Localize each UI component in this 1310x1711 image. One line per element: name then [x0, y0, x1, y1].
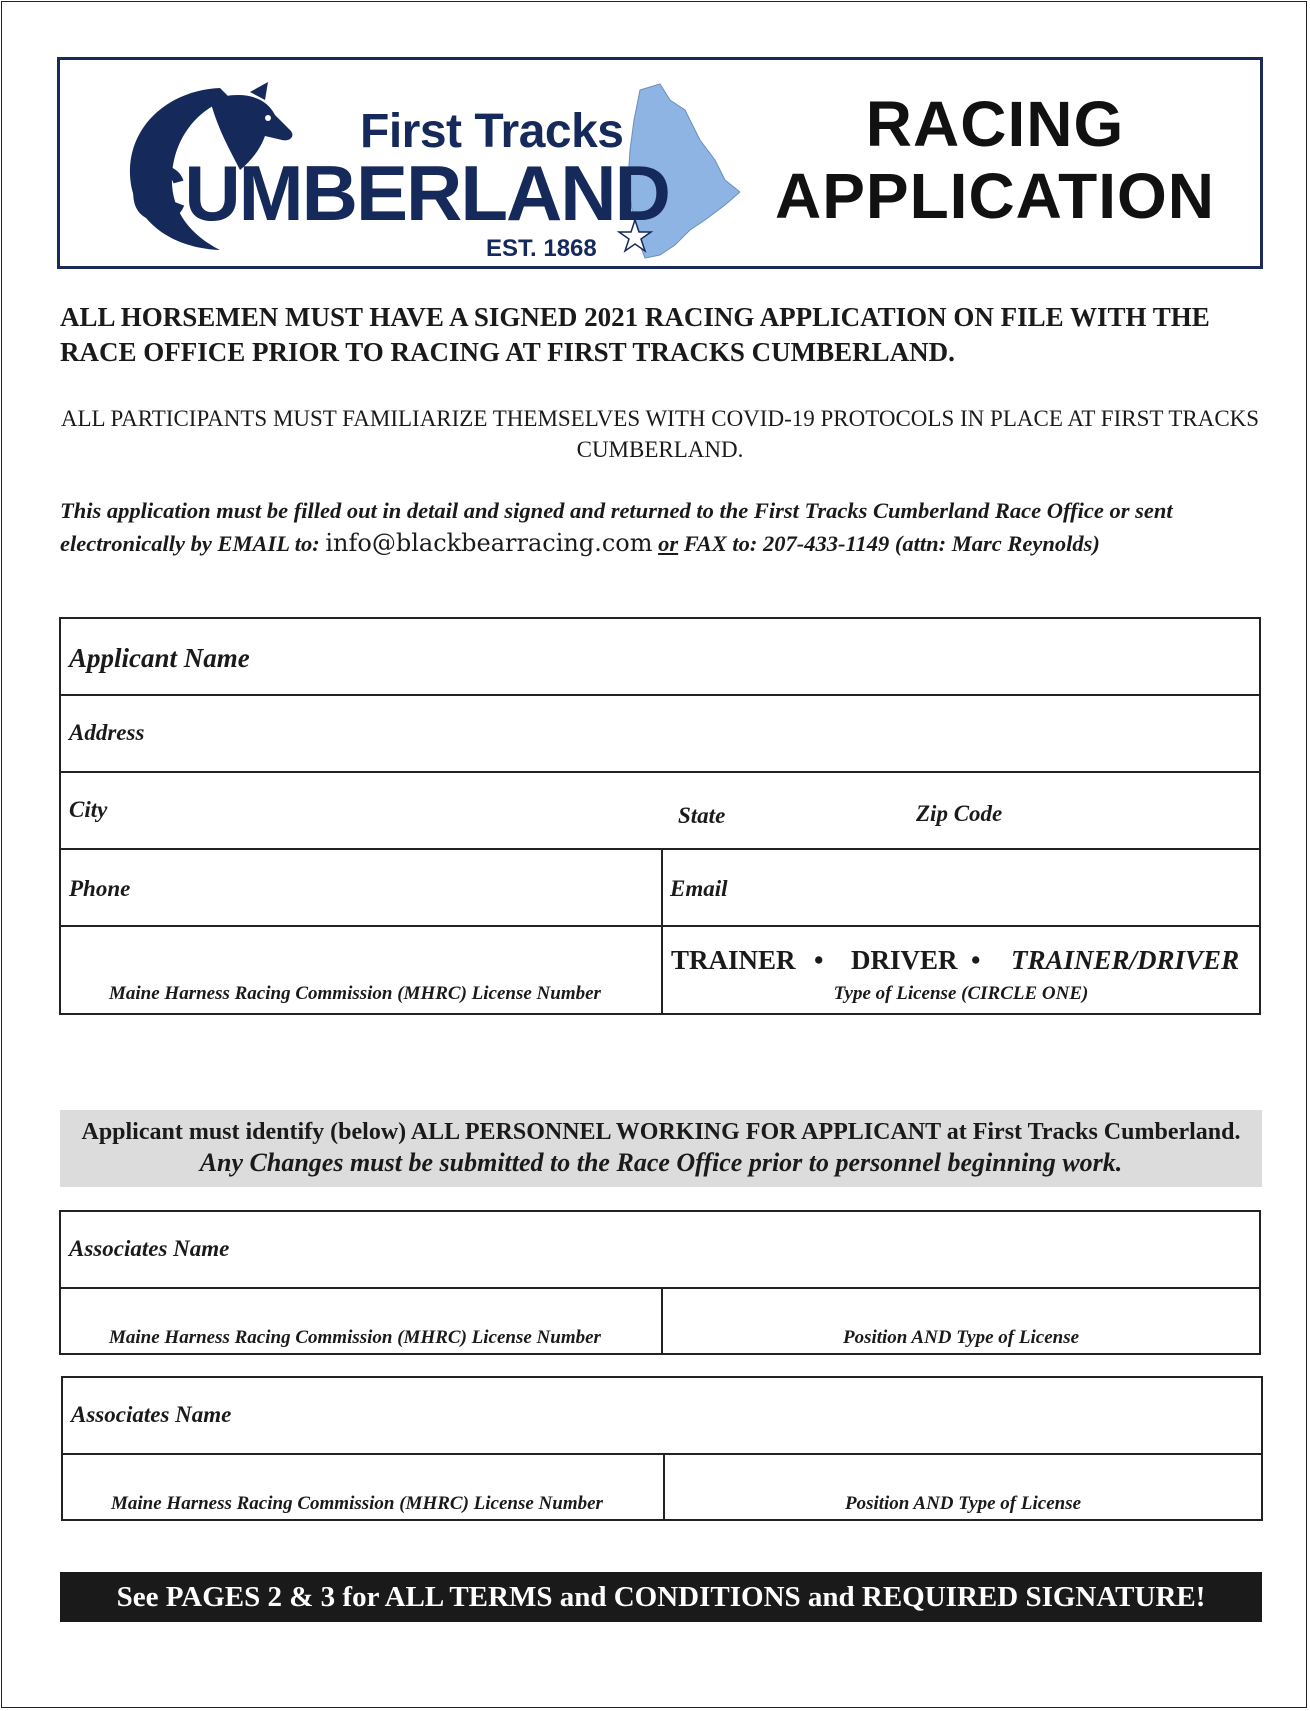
city-state-zip-row[interactable] [61, 773, 1259, 850]
personnel-line-1: Applicant must identify (below) ALL PERSONNEL WORKING FOR APPLICANT at First Tracks Cumberland. [81, 1119, 1241, 1145]
applicant-name-label: Applicant Name [69, 643, 250, 673]
address-field[interactable] [61, 696, 1259, 773]
logo-first-tracks-text: First Tracks [360, 105, 624, 158]
license-option-driver[interactable]: DRIVER [851, 945, 958, 975]
associate-block-1 [59, 1210, 1261, 1355]
associate-name-field[interactable] [63, 1378, 1261, 1455]
applicant-form [59, 617, 1261, 1015]
associate-block-2 [61, 1376, 1263, 1521]
bullet-separator: • [814, 945, 824, 975]
zip-code-label: Zip Code [916, 801, 1003, 826]
state-label: State [678, 803, 726, 828]
email-label[interactable]: Email [670, 876, 728, 901]
license-option-trainer-driver[interactable]: TRAINER/DRIVER [1011, 945, 1240, 975]
associate-license-label[interactable]: Maine Harness Racing Commission (MHRC) License Number [109, 1327, 601, 1348]
submit-email-link[interactable]: info@blackbearracing.com [325, 529, 653, 557]
license-row [61, 927, 1259, 1013]
personnel-instructions-band [60, 1110, 1262, 1187]
phone-email-row [61, 850, 1259, 927]
associate-position-label[interactable]: Position AND Type of License [842, 1327, 1080, 1348]
header-box [57, 57, 1263, 269]
bullet-separator: • [971, 945, 981, 975]
associate-name-label: Associates Name [71, 1402, 232, 1427]
associate-license-row [61, 1289, 1259, 1353]
covid-notice: ALL PARTICIPANTS MUST FAMILIARIZE THEMSELVES WITH COVID-19 PROTOCOLS IN PLACE AT FIRST TRACKS CUMBERLAND. [60, 406, 1260, 462]
mhrc-license-number-label[interactable]: Maine Harness Racing Commission (MHRC) License Number [109, 983, 601, 1004]
first-tracks-cumberland-logo [100, 70, 740, 260]
associate-name-label: Associates Name [69, 1236, 230, 1261]
phone-label[interactable]: Phone [69, 876, 131, 901]
column-divider [661, 850, 663, 925]
logo-cumberland-text: CUMBERLAND [130, 149, 669, 237]
submit-prefix: This application must be filled out in detail and signed and returned to the First Tracks Cumberland Race Office or sent electronically by EMAIL to: [60, 498, 1173, 556]
associate-license-row [63, 1455, 1261, 1519]
submit-or: or [658, 531, 679, 556]
applicant-name-field[interactable] [61, 619, 1259, 696]
associate-license-label[interactable]: Maine Harness Racing Commission (MHRC) License Number [111, 1493, 603, 1514]
city-label: City [69, 797, 108, 822]
title-line-2: APPLICATION [774, 160, 1216, 232]
submission-instructions [60, 494, 1270, 560]
page-title [740, 88, 1250, 232]
personnel-line-2: Any Changes must be submitted to the Race Office prior to personnel beginning work. [199, 1148, 1123, 1177]
signed-application-notice: ALL HORSEMEN MUST HAVE A SIGNED 2021 RACING APPLICATION ON FILE WITH THE RACE OFFICE PRIOR TO RACING AT FIRST TRACKS CUMBERLAND. [60, 302, 1210, 367]
address-label: Address [69, 720, 145, 745]
logo-established-text: EST. 1868 [486, 235, 597, 262]
license-type-caption: Type of License (CIRCLE ONE) [833, 983, 1089, 1004]
associate-name-field[interactable] [61, 1212, 1259, 1289]
associate-position-label[interactable]: Position AND Type of License [844, 1493, 1082, 1514]
title-line-1: RACING [865, 88, 1125, 160]
submit-fax: FAX to: 207-433-1149 (attn: Marc Reynolds) [678, 531, 1100, 556]
terms-conditions-banner: See PAGES 2 & 3 for ALL TERMS and CONDITIONS and REQUIRED SIGNATURE! [60, 1572, 1262, 1622]
license-option-trainer[interactable]: TRAINER [671, 945, 796, 975]
